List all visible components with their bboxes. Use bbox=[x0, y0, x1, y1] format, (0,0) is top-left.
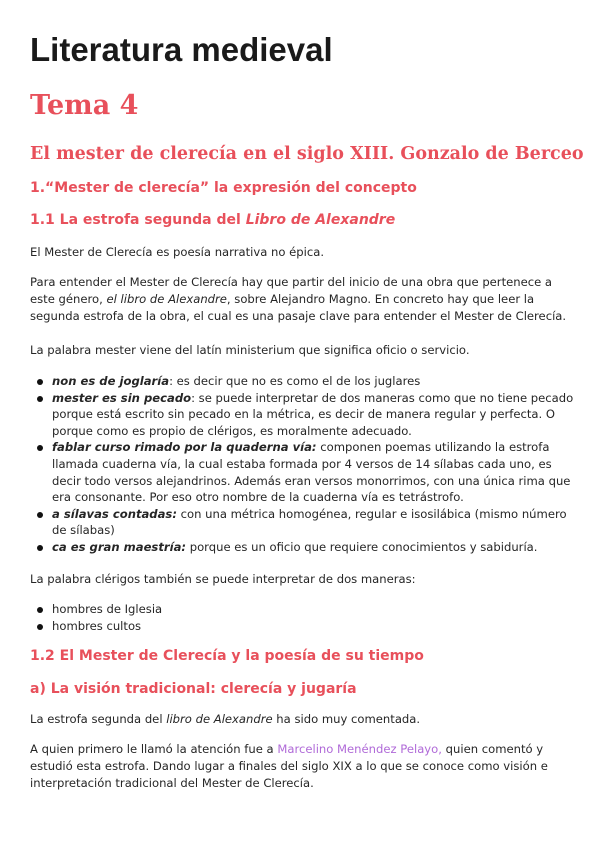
paragraph-4: La palabra clérigos también se puede interpretar de dos maneras: bbox=[30, 572, 416, 586]
list-item bbox=[30, 373, 578, 390]
list-item-text: componen poemas utilizando la estrofa llamada cuaderna vía, la cual estaba formada por 4 versos de 14 sílabas cada uno, es decir todo versos alejandrinos. Además eran versos monorrimos, con una única rima que era consonante. Por eso otro nombre de la cuaderna vía es tetrástrofo. bbox=[52, 440, 571, 505]
list-item bbox=[30, 390, 578, 440]
bullet-list-1 bbox=[30, 373, 578, 556]
list-item-term: fablar curso rimado por la quaderna vía: bbox=[52, 440, 317, 455]
paragraph-5-italic: libro de Alexandre bbox=[166, 712, 273, 726]
paragraph-1: El Mester de Clerecía es poesía narrativa no épica. bbox=[30, 245, 324, 259]
menendez-pelayo-link[interactable]: Marcelino Menéndez Pelayo, bbox=[277, 742, 442, 756]
section-title: El mester de clerecía en el siglo XIII. Gonzalo de Berceo bbox=[30, 144, 584, 164]
paragraph-5-b: ha sido muy comentada. bbox=[272, 712, 421, 726]
paragraph-3: La palabra mester viene del latín ministerium que significa oficio o servicio. bbox=[30, 343, 470, 357]
paragraph-6-a: A quien primero le llamó la atención fue a bbox=[30, 742, 278, 756]
paragraph-2-b: , sobre Alejandro Magno. En concreto hay que leer la segunda estrofa de la obra, el cual es una pasaje clave para entender el Mester de Clerecía. bbox=[30, 292, 567, 323]
list-item-term: a sílavas contadas: bbox=[52, 506, 177, 521]
heading-1-1-prefix: 1.1 La estrofa segunda del bbox=[30, 212, 246, 228]
list-item bbox=[30, 539, 578, 556]
paragraph-2-a: Para entender el Mester de Clerecía hay que partir del inicio de una obra que pertenece a este género, bbox=[30, 275, 553, 306]
document-title: Literatura medieval bbox=[30, 31, 333, 68]
list-item: hombres cultos bbox=[30, 618, 578, 635]
list-item-term: ca es gran maestría: bbox=[52, 539, 187, 554]
list-item bbox=[30, 506, 578, 539]
heading-1-1 bbox=[30, 210, 395, 230]
heading-1-2: 1.2 El Mester de Clerecía y la poesía de su tiempo bbox=[30, 648, 424, 664]
paragraph-6-b: quien comentó y estudió esta estrofa. Dando lugar a finales del siglo XIX a lo que se conoce como visión e interpretación tradicional del Mester de Clerecía. bbox=[30, 742, 548, 790]
list-item-text: : es decir que no es como el de los juglares bbox=[169, 374, 421, 388]
heading-a: a) La visión tradicional: clerecía y jugaría bbox=[30, 681, 357, 697]
heading-1: 1.“Mester de clerecía” la expresión del concepto bbox=[30, 180, 417, 196]
paragraph-5 bbox=[30, 711, 575, 728]
list-item bbox=[30, 439, 578, 505]
paragraph-5-a: La estrofa segunda del bbox=[30, 712, 167, 726]
heading-1-1-italic: Libro de Alexandre bbox=[245, 212, 396, 228]
paragraph-6 bbox=[30, 741, 575, 792]
paragraph-2 bbox=[30, 274, 575, 325]
paragraph-2-italic: el libro de Alexandre bbox=[106, 292, 227, 306]
list-item-text: porque es un oficio que requiere conocimientos y sabiduría. bbox=[186, 539, 538, 554]
list-item: hombres de Iglesia bbox=[30, 601, 578, 618]
list-item-term: non es de joglaría bbox=[52, 374, 170, 388]
list-item-text: con una métrica homogénea, regular e isosilábica (mismo número de sílabas) bbox=[52, 506, 567, 538]
tema-heading: Tema 4 bbox=[30, 90, 139, 121]
list-item-term: mester es sin pecado bbox=[52, 390, 192, 405]
list-item-text: : se puede interpretar de dos maneras como que no tiene pecado porque está escrito sin pecado en la métrica, es decir de manera regular y perfecta. O porque como es propio de clérigos, es moralmente adecuado. bbox=[52, 390, 574, 438]
bullet-list-2 bbox=[30, 601, 578, 634]
